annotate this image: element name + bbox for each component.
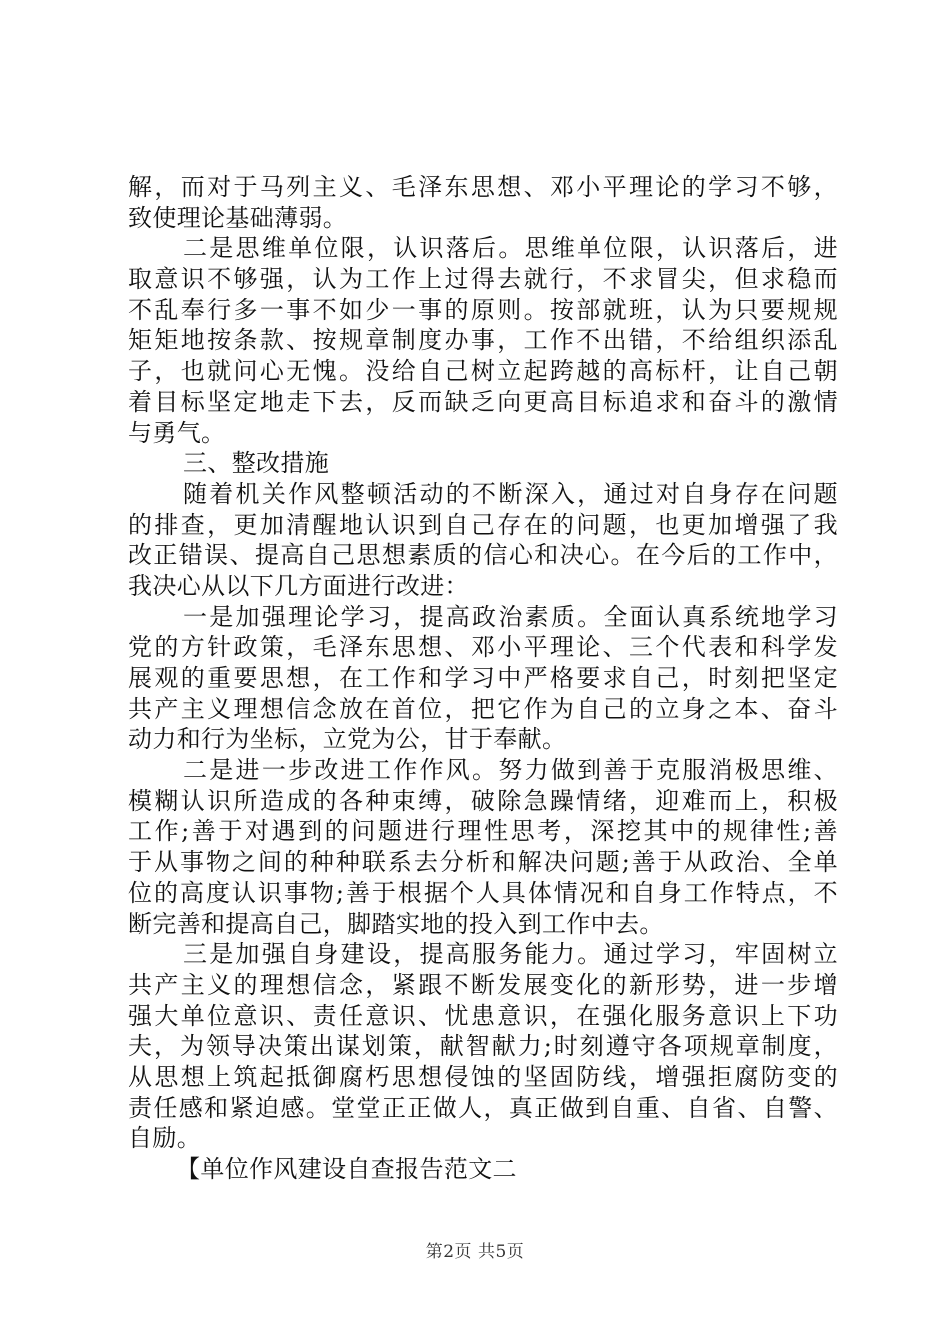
body-line: 二是思维单位限，认识落后。思维单位限，认识落后，进 [183,234,838,263]
body-line: 于从事物之间的种种联系去分析和解决问题;善于从政治、全单 [128,848,838,877]
body-line: 取意识不够强，认为工作上过得去就行，不求冒尖，但求稳而 [128,265,838,294]
body-line: 自励。 [128,1124,202,1153]
body-line: 致使理论基础薄弱。 [128,203,348,232]
body-line: 与勇气。 [128,418,226,447]
body-line: 一是加强理论学习，提高政治素质。全面认真系统地学习 [183,602,838,631]
body-line: 夫，为领导决策出谋划策，献智献力;时刻遵守各项规章制度， [128,1032,838,1061]
body-line: 解，而对于马列主义、毛泽东思想、邓小平理论的学习不够， [128,173,838,201]
body-line: 随着机关作风整顿活动的不断深入，通过对自身存在问题 [183,479,838,508]
section-heading: 三、整改措施 [183,449,330,478]
body-line: 工作;善于对遇到的问题进行理性思考，深挖其中的规律性;善 [128,817,838,846]
body-line: 强大单位意识、责任意识、忧患意识，在强化服务意识上下功 [128,1001,838,1030]
body-line: 党的方针政策，毛泽东思想、邓小平理论、三个代表和科学发 [128,633,838,662]
body-line: 共产主义理想信念放在首位，把它作为自己的立身之本、奋斗 [128,694,838,723]
body-line: 二是进一步改进工作作风。努力做到善于克服消极思维、 [183,756,838,785]
body-line: 着目标坚定地走下去，反而缺乏向更高目标追求和奋斗的激情 [128,387,838,416]
body-line: 改正错误、提高自己思想素质的信心和决心。在今后的工作中， [128,541,838,570]
body-line: 子，也就问心无愧。没给自己树立起跨越的高标杆，让自己朝 [128,357,838,386]
body-line: 从思想上筑起抵御腐朽思想侵蚀的坚固防线，增强拒腐防变的 [128,1062,838,1091]
body-line: 位的高度认识事物;善于根据个人具体情况和自身工作特点，不 [128,878,838,907]
body-line: 矩矩地按条款、按规章制度办事，工作不出错，不给组织添乱 [128,326,838,355]
body-line: 的排查，更加清醒地认识到自己存在的问题，也更加增强了我 [128,510,838,539]
body-line: 责任感和紧迫感。堂堂正正做人，真正做到自重、自省、自警、 [128,1093,838,1122]
body-line: 共产主义的理想信念，紧跟不断发展变化的新形势，进一步增 [128,970,838,999]
body-line: 展观的重要思想，在工作和学习中严格要求自己，时刻把坚定 [128,664,838,692]
body-line: 断完善和提高自己，脚踏实地的投入到工作中去。 [128,909,664,938]
document-body [128,172,838,1185]
body-line: 不乱奉行多一事不如少一事的原则。按部就班，认为只要规规 [128,295,838,324]
page-number-footer: 第2页 共5页 [425,1242,525,1262]
body-line: 我决心从以下几方面进行改进： [128,571,469,600]
section-title-next: 【单位作风建设自查报告范文二 [176,1155,517,1183]
body-line: 模糊认识所造成的各种束缚，破除急躁情绪，迎难而上，积极 [128,786,838,815]
body-line: 三是加强自身建设，提高服务能力。通过学习，牢固树立 [183,940,838,969]
body-line: 动力和行为坐标，立党为公，甘于奉献。 [128,725,567,754]
